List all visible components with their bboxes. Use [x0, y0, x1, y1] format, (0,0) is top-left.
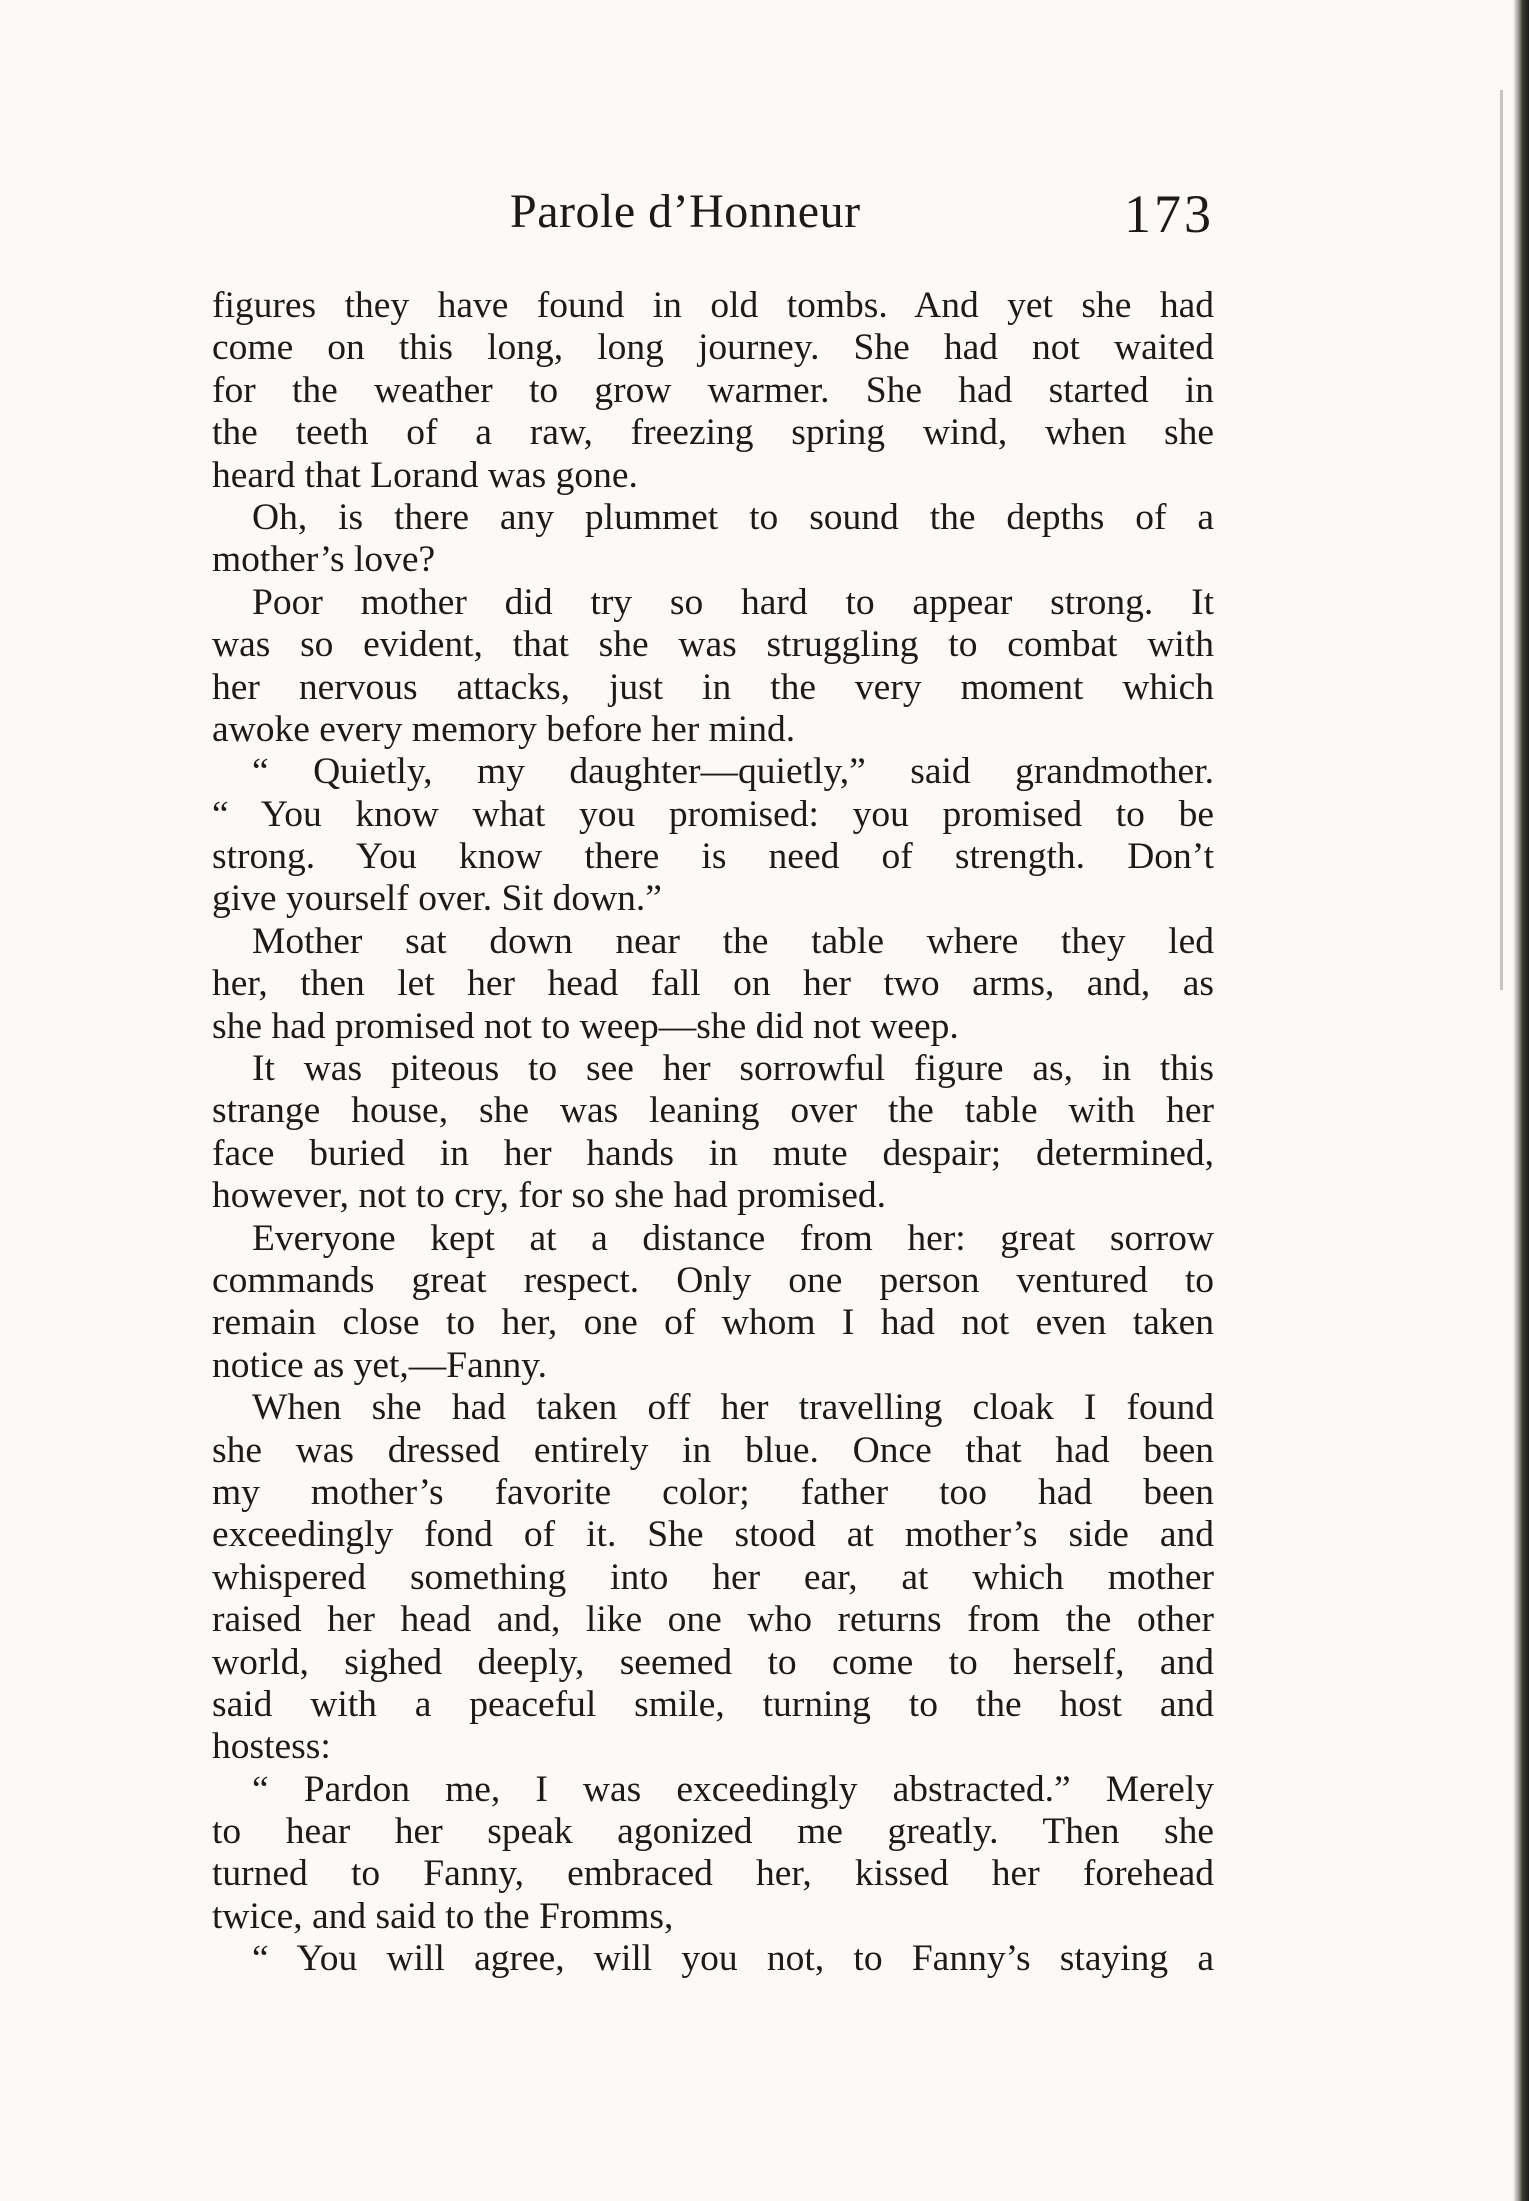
- text-line: whispered something into her ear, at which mother: [212, 1556, 1214, 1598]
- text-line: “ You will agree, will you not, to Fanny’s staying a: [252, 1938, 1214, 1980]
- text-line: figures they have found in old tombs. And yet she had: [212, 285, 1214, 326]
- text-line: When she had taken off her travelling cloak I found: [252, 1387, 1214, 1429]
- text-line: she was dressed entirely in blue. Once that had been: [212, 1429, 1214, 1471]
- text-line: exceedingly fond of it. She stood at mother’s side and: [212, 1514, 1214, 1556]
- page-edge-shadow: [1513, 0, 1529, 2201]
- text-line: hostess:: [212, 1726, 331, 1768]
- running-title: Parole d’Honneur: [510, 185, 861, 238]
- text-line: was so evident, that she was struggling to combat with: [212, 624, 1214, 666]
- text-line: Mother sat down near the table where they led: [252, 920, 1214, 962]
- text-line: my mother’s favorite color; father too had been: [212, 1471, 1214, 1513]
- text-line: notice as yet,—Fanny.: [212, 1344, 547, 1386]
- text-line: strong. You know there is need of strength. Don’t: [212, 836, 1214, 878]
- text-line: said with a peaceful smile, turning to the host and: [212, 1683, 1214, 1725]
- text-line: “ Pardon me, I was exceedingly abstracted.” Merely: [252, 1768, 1214, 1810]
- text-line: It was piteous to see her sorrowful figure as, in this: [252, 1048, 1214, 1090]
- page-header: [212, 178, 1214, 248]
- text-line: Oh, is there any plummet to sound the depths of a: [252, 496, 1214, 538]
- page-number: 173: [1124, 184, 1214, 244]
- page-edge-line: [1500, 90, 1503, 990]
- text-line: her, then let her head fall on her two arms, and, as: [212, 963, 1214, 1005]
- text-line: “ Quietly, my daughter—quietly,” said grandmother.: [252, 751, 1214, 793]
- text-line: the teeth of a raw, freezing spring wind, when she: [212, 412, 1214, 454]
- text-line: come on this long, long journey. She had not waited: [212, 327, 1214, 369]
- text-line: commands great respect. Only one person ventured to: [212, 1259, 1214, 1301]
- text-line: turned to Fanny, embraced her, kissed her forehead: [212, 1853, 1214, 1895]
- body-text: [212, 285, 1214, 1981]
- text-line: remain close to her, one of whom I had not even taken: [212, 1302, 1214, 1344]
- text-line: give yourself over. Sit down.”: [212, 878, 662, 920]
- text-line: heard that Lorand was gone.: [212, 454, 638, 496]
- text-line: mother’s love?: [212, 539, 436, 581]
- text-line: world, sighed deeply, seemed to come to herself, and: [212, 1641, 1214, 1683]
- text-line: for the weather to grow warmer. She had started in: [212, 369, 1214, 411]
- text-line: she had promised not to weep—she did not weep.: [212, 1005, 959, 1047]
- text-line: “ You know what you promised: you promised to be: [212, 793, 1214, 835]
- text-line: awoke every memory before her mind.: [212, 708, 796, 750]
- text-line: strange house, she was leaning over the table with her: [212, 1090, 1214, 1132]
- text-line: however, not to cry, for so she had promised.: [212, 1175, 887, 1217]
- text-line: raised her head and, like one who returns from the other: [212, 1599, 1214, 1641]
- text-line: to hear her speak agonized me greatly. Then she: [212, 1811, 1214, 1853]
- text-line: her nervous attacks, just in the very moment which: [212, 666, 1214, 708]
- text-line: face buried in her hands in mute despair; determined,: [212, 1132, 1214, 1174]
- text-line: twice, and said to the Fromms,: [212, 1895, 674, 1937]
- text-line: Everyone kept at a distance from her: great sorrow: [252, 1217, 1214, 1259]
- text-line: Poor mother did try so hard to appear strong. It: [252, 581, 1214, 623]
